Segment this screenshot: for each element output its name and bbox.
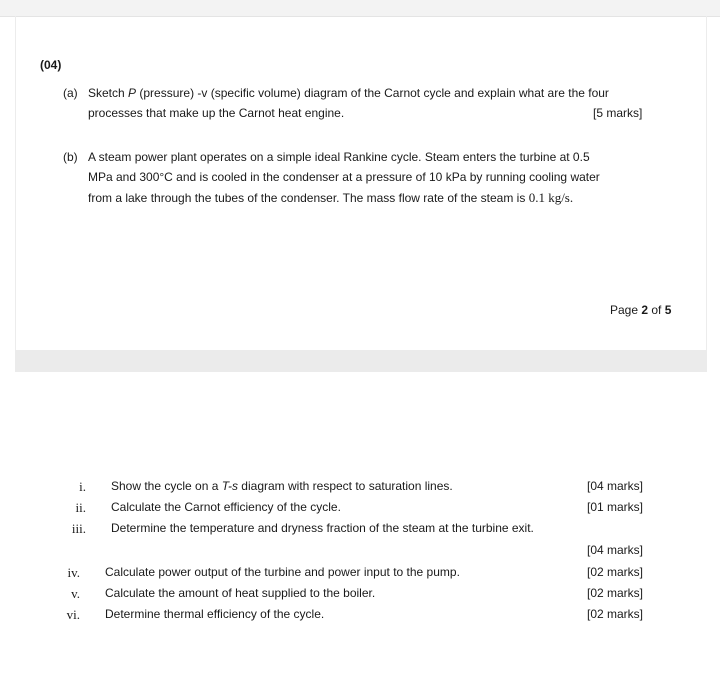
sub-iii-text: Determine the temperature and dryness fraction of the steam at the turbine exit. — [111, 521, 534, 535]
page-border-left — [15, 16, 16, 350]
sub-v-marks: [02 marks] — [587, 586, 644, 600]
part-a-marks: [5 marks] — [593, 106, 643, 120]
sub-vi-text: Determine thermal efficiency of the cycle. — [105, 607, 325, 621]
part-a-line-1-pre: Sketch — [88, 86, 129, 100]
part-a-line-1-symbol: P — [128, 86, 137, 100]
sub-iv-text: Calculate power output of the turbine and power input to the pump. — [105, 565, 460, 579]
part-a-label: (a) — [63, 86, 78, 100]
page-current: 2 — [641, 303, 649, 317]
part-b-line-3 — [88, 190, 573, 206]
part-b-label: (b) — [63, 150, 78, 164]
sub-i-numeral: i. — [79, 479, 86, 494]
sub-vi-numeral: vi. — [66, 607, 80, 622]
page-footer-middle: of — [648, 303, 665, 317]
page-footer-prefix: Page — [610, 303, 642, 317]
part-b-line-3-pre: from a lake through the tubes of the condenser. The mass flow rate of the steam is — [88, 191, 529, 205]
sub-v-text: Calculate the amount of heat supplied to the boiler. — [105, 586, 376, 600]
part-a-line-1-post: (pressure) -v (specific volume) diagram of the Carnot cycle and explain what are the four — [136, 86, 609, 100]
part-b-line-1: A steam power plant operates on a simple ideal Rankine cycle. Steam enters the turbine at 0.5 — [88, 150, 590, 164]
mass-flow-value: 0.1 kg/s. — [528, 190, 574, 205]
sub-i-marks: [04 marks] — [587, 479, 644, 493]
part-b-line-2: MPa and 300°C and is cooled in the condenser at a pressure of 10 kPa by running cooling water — [88, 170, 600, 184]
sub-ii-numeral: ii. — [75, 500, 86, 515]
sub-i-text — [111, 479, 453, 494]
sub-i-text-post: diagram with respect to saturation lines. — [237, 479, 453, 493]
sub-ii-text: Calculate the Carnot efficiency of the cycle. — [111, 500, 341, 514]
part-a-line-1 — [88, 86, 609, 101]
sub-iv-marks: [02 marks] — [587, 565, 644, 579]
question-number: (04) — [40, 58, 62, 72]
sub-iv-numeral: iv. — [67, 565, 80, 580]
sub-i-text-italic: T-s — [221, 479, 238, 493]
page-border-right — [706, 16, 707, 350]
sub-iii-marks: [04 marks] — [587, 543, 644, 557]
sub-i-text-pre: Show the cycle on a — [111, 479, 222, 493]
sub-iii-numeral: iii. — [71, 521, 86, 536]
part-a-line-2: processes that make up the Carnot heat engine. — [88, 106, 345, 120]
page-separator — [15, 350, 707, 372]
page-footer — [610, 303, 671, 317]
sub-v-numeral: v. — [71, 586, 80, 601]
page-total: 5 — [664, 303, 672, 317]
sub-ii-marks: [01 marks] — [587, 500, 644, 514]
viewer-top-edge — [0, 0, 720, 17]
sub-vi-marks: [02 marks] — [587, 607, 644, 621]
